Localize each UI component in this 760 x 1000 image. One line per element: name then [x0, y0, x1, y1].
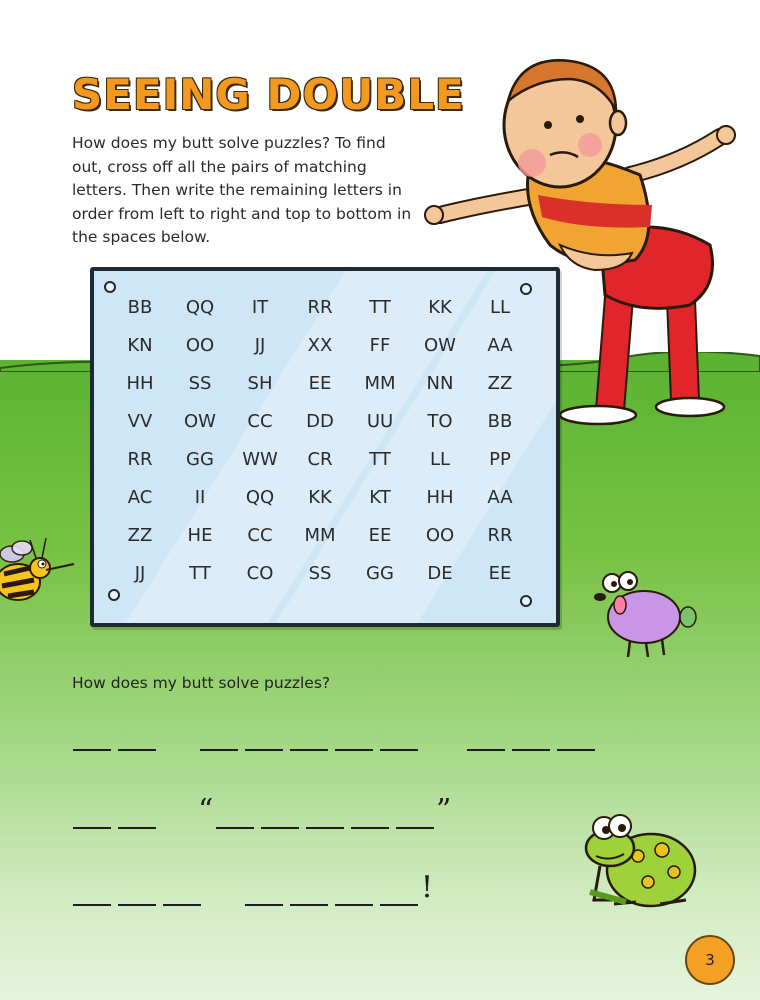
close-quote: ”: [436, 793, 452, 828]
letter-pair[interactable]: CR: [307, 449, 333, 470]
letter-pair[interactable]: RR: [487, 525, 513, 546]
letter-pair[interactable]: AA: [487, 487, 513, 508]
letter-pair[interactable]: GG: [366, 563, 394, 584]
letter-pair[interactable]: RR: [307, 297, 333, 318]
frog-icon: [576, 808, 701, 913]
answer-blank[interactable]: [118, 827, 156, 829]
letter-pair[interactable]: ZZ: [127, 525, 153, 546]
letter-pair[interactable]: BB: [127, 297, 153, 318]
letter-pair[interactable]: CC: [247, 411, 273, 432]
answer-blank[interactable]: [216, 827, 254, 829]
letter-pair[interactable]: GG: [186, 449, 214, 470]
answer-blank[interactable]: [245, 904, 283, 906]
answer-blank[interactable]: [290, 749, 328, 751]
page-number: 3: [685, 935, 735, 985]
answer-blank[interactable]: [396, 827, 434, 829]
answer-blank[interactable]: [335, 749, 373, 751]
letter-pair[interactable]: ZZ: [487, 373, 513, 394]
answer-blank[interactable]: [306, 827, 344, 829]
letter-pair[interactable]: KN: [127, 335, 153, 356]
letter-pair[interactable]: VV: [127, 411, 153, 432]
letter-pair[interactable]: SS: [188, 373, 212, 394]
answer-blank[interactable]: [163, 904, 201, 906]
open-quote: “: [198, 793, 214, 828]
answer-blank[interactable]: [200, 749, 238, 751]
letter-pair[interactable]: JJ: [254, 335, 266, 356]
letter-pair[interactable]: EE: [488, 563, 512, 584]
letter-pair[interactable]: KK: [308, 487, 332, 508]
letter-pair[interactable]: TO: [427, 411, 453, 432]
answer-blank[interactable]: [118, 749, 156, 751]
answer-blank[interactable]: [512, 749, 550, 751]
letter-pair[interactable]: OW: [424, 335, 456, 356]
letter-pair[interactable]: IT: [251, 297, 269, 318]
letter-pair[interactable]: TT: [189, 563, 211, 584]
exclamation-mark: !: [421, 870, 434, 905]
answer-blank[interactable]: [261, 827, 299, 829]
letter-pair[interactable]: EE: [308, 373, 332, 394]
letter-pair[interactable]: MM: [304, 525, 336, 546]
letter-pair[interactable]: RR: [127, 449, 153, 470]
letter-pair[interactable]: OO: [425, 525, 455, 546]
letter-pair[interactable]: LL: [489, 297, 511, 318]
letter-pair[interactable]: MM: [364, 373, 396, 394]
answer-blank[interactable]: [118, 904, 156, 906]
letter-pair[interactable]: KT: [369, 487, 391, 508]
letter-grid: [110, 289, 530, 593]
letter-pair[interactable]: OO: [185, 335, 215, 356]
letter-pair[interactable]: II: [194, 487, 206, 508]
letter-pair[interactable]: EE: [368, 525, 392, 546]
letter-pair[interactable]: SH: [247, 373, 273, 394]
page-title: SEEING DOUBLE: [72, 70, 465, 119]
letter-pair[interactable]: KK: [428, 297, 452, 318]
letter-pair[interactable]: SS: [308, 563, 332, 584]
letter-pair[interactable]: TT: [369, 449, 391, 470]
answer-blank[interactable]: [380, 904, 418, 906]
answer-blank[interactable]: [467, 749, 505, 751]
answer-blank[interactable]: [335, 904, 373, 906]
purple-critter-icon: [592, 565, 702, 660]
letter-pair[interactable]: CO: [246, 563, 274, 584]
answer-blank[interactable]: [380, 749, 418, 751]
answer-blank[interactable]: [557, 749, 595, 751]
letter-pair[interactable]: LL: [429, 449, 451, 470]
answer-blank[interactable]: [73, 904, 111, 906]
answer-question: How does my butt solve puzzles?: [72, 674, 331, 692]
answer-blank[interactable]: [351, 827, 389, 829]
answer-blank[interactable]: [73, 749, 111, 751]
letter-pair[interactable]: OW: [184, 411, 216, 432]
letter-pair[interactable]: BB: [487, 411, 513, 432]
letter-pair[interactable]: FF: [369, 335, 391, 356]
letter-pair[interactable]: XX: [307, 335, 333, 356]
answer-blank[interactable]: [245, 749, 283, 751]
letter-pair[interactable]: HH: [126, 373, 154, 394]
letter-pair[interactable]: NN: [426, 373, 454, 394]
answer-blank[interactable]: [73, 827, 111, 829]
letter-pair[interactable]: PP: [489, 449, 511, 470]
letter-pair[interactable]: AA: [487, 335, 513, 356]
letter-pair[interactable]: DE: [427, 563, 453, 584]
letter-pair[interactable]: HE: [187, 525, 213, 546]
letter-pair[interactable]: WW: [242, 449, 278, 470]
letter-pair[interactable]: QQ: [245, 487, 275, 508]
letter-pair[interactable]: UU: [366, 411, 394, 432]
bee-icon: [0, 530, 80, 615]
letter-pair[interactable]: JJ: [134, 563, 146, 584]
letter-pair[interactable]: CC: [247, 525, 273, 546]
instructions: How does my butt solve puzzles? To find out, cross off all the pairs of matching letters. Then write the remaining letters in order from left to right and top to bottom in the spaces below.: [72, 134, 412, 246]
letter-pair[interactable]: TT: [369, 297, 391, 318]
letter-pair[interactable]: QQ: [185, 297, 215, 318]
letter-pair[interactable]: HH: [426, 487, 454, 508]
letter-pair[interactable]: AC: [127, 487, 153, 508]
letter-pair[interactable]: DD: [306, 411, 334, 432]
answer-blank[interactable]: [290, 904, 328, 906]
